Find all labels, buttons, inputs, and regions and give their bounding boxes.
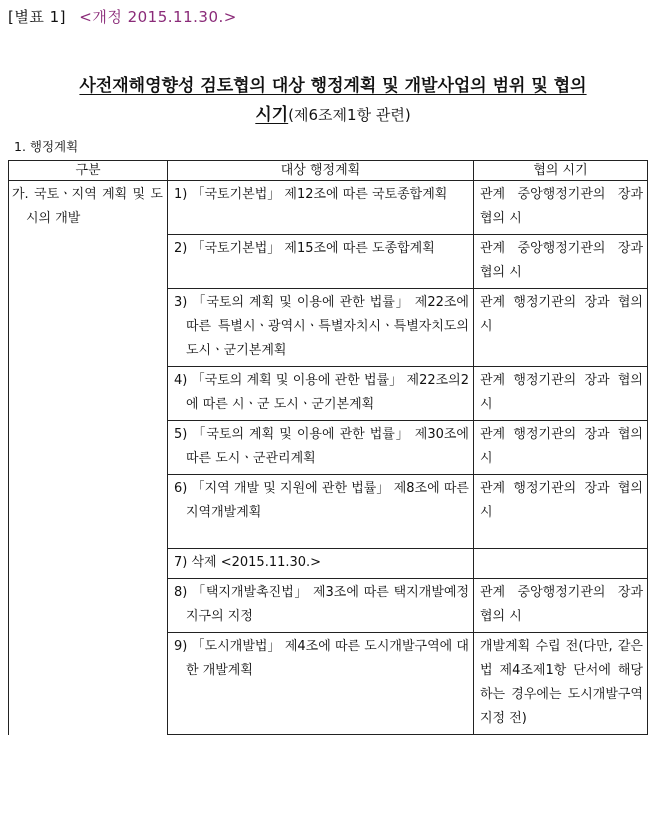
category-text: 가. 국토ㆍ지역 계획 및 도시의 개발 bbox=[12, 187, 163, 226]
annex-label: [별표 1] bbox=[8, 8, 66, 26]
timing-cell: 관계 중앙행정기관의 장과 협의 시 bbox=[474, 579, 648, 633]
title-line2: 시기 bbox=[255, 105, 289, 125]
col-header-category: 구분 bbox=[9, 161, 168, 181]
page-bottom-edge bbox=[0, 805, 666, 816]
plan-cell bbox=[168, 633, 474, 735]
timing-cell: 관계 행정기관의 장과 협의 시 bbox=[474, 475, 648, 549]
page-title bbox=[8, 72, 658, 130]
plan-item: 5) 「국토의 계획 및 이용에 관한 법률」 제30조에 따른 도시ㆍ군관리계획 bbox=[174, 427, 469, 466]
plan-item: 4) 「국토의 계획 및 이용에 관한 법률」 제22조의2에 따른 시ㆍ군 도시ㆍ군기본계획 bbox=[174, 373, 469, 412]
plan-cell bbox=[168, 549, 474, 579]
plan-cell bbox=[168, 235, 474, 289]
amendment-note: <개정 2015.11.30.> bbox=[79, 8, 237, 26]
plan-cell bbox=[168, 475, 474, 549]
timing-cell: 관계 행정기관의 장과 협의 시 bbox=[474, 421, 648, 475]
category-cell bbox=[9, 181, 168, 735]
plan-item: 7) 삭제 <2015.11.30.> bbox=[174, 555, 322, 570]
plan-item: 1) 「국토기본법」 제12조에 따른 국토종합계획 bbox=[174, 187, 448, 202]
plan-cell bbox=[168, 289, 474, 367]
plan-cell bbox=[168, 181, 474, 235]
document-header bbox=[8, 6, 237, 27]
table-row bbox=[9, 181, 648, 235]
section-heading: 1. 행정계획 bbox=[14, 139, 79, 154]
title-reference: (제6조제1항 관련) bbox=[288, 106, 411, 124]
timing-cell: 관계 행정기관의 장과 협의 시 bbox=[474, 367, 648, 421]
plan-item: 3) 「국토의 계획 및 이용에 관한 법률」 제22조에 따른 특별시ㆍ광역시ㆍ특별자치시ㆍ특별자치도의 도시ㆍ군기본계획 bbox=[174, 295, 469, 358]
timing-cell: 개발계획 수립 전(다만, 같은 법 제4조제1항 단서에 해당하는 경우에는 도시개발구역 지정 전) bbox=[474, 633, 648, 735]
plan-item: 8) 「택지개발촉진법」 제3조에 따른 택지개발예정지구의 지정 bbox=[174, 585, 469, 624]
col-header-plan: 대상 행정계획 bbox=[168, 161, 474, 181]
timing-cell bbox=[474, 549, 648, 579]
plan-item: 2) 「국토기본법」 제15조에 따른 도종합계획 bbox=[174, 241, 435, 256]
plan-cell bbox=[168, 367, 474, 421]
col-header-timing: 협의 시기 bbox=[474, 161, 648, 181]
plan-item: 9) 「도시개발법」 제4조에 따른 도시개발구역에 대한 개발계획 bbox=[174, 639, 469, 678]
plan-table bbox=[8, 160, 648, 735]
table-header-row bbox=[9, 161, 648, 181]
plan-cell bbox=[168, 421, 474, 475]
timing-cell: 관계 행정기관의 장과 협의 시 bbox=[474, 289, 648, 367]
plan-item: 6) 「지역 개발 및 지원에 관한 법률」 제8조에 따른 지역개발계획 bbox=[174, 481, 469, 520]
title-line1: 사전재해영향성 검토협의 대상 행정계획 및 개발사업의 범위 및 협의 bbox=[79, 76, 587, 96]
timing-cell: 관계 중앙행정기관의 장과 협의 시 bbox=[474, 181, 648, 235]
plan-cell bbox=[168, 579, 474, 633]
timing-cell: 관계 중앙행정기관의 장과 협의 시 bbox=[474, 235, 648, 289]
